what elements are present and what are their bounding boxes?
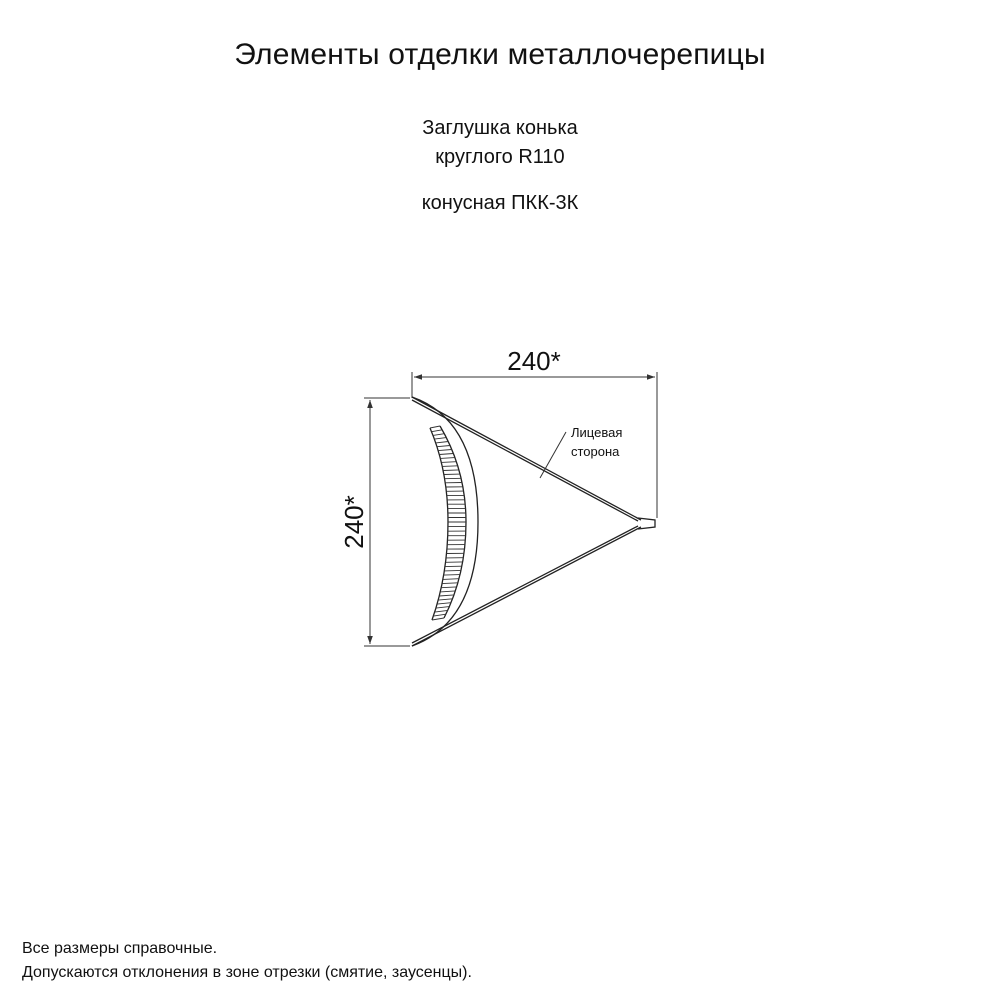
width-dimension-label: 240* [507,346,561,376]
hatch-line [440,458,455,459]
hatch-line [436,442,449,443]
leader-line [540,432,566,478]
page-title: Элементы отделки металлочерепицы [234,38,766,71]
hatch-line [442,466,458,467]
height-dimension [339,398,410,646]
hatch-line [432,618,444,620]
hatch-line [435,610,448,612]
hatch-line [441,462,456,463]
footer-note-tolerance: Допускаются отклонения в зоне отрезки (смятие, заусенцы). [22,964,472,981]
product-name-line1: Заглушка конька [422,117,578,139]
hatch-line [432,430,443,432]
hatch-line [441,587,456,588]
hatch-line [444,570,461,571]
hatch-line [439,454,453,455]
hatch-line [439,595,454,596]
product-name-line2: круглого R110 [435,146,565,168]
hatch-line [430,426,440,428]
hatch-line [437,603,451,604]
footer-note-dimensions: Все размеры справочные. [22,940,218,957]
hatch-line [438,450,452,451]
cap-lower-edge [412,527,641,646]
hatch-line [437,446,450,447]
hatch-line [444,575,460,576]
hatch-line [440,591,455,592]
hatch-line [442,583,458,584]
hatch-line [443,470,459,471]
face-side-leader [540,425,622,478]
product-type: конусная ПКК-3К [421,192,579,214]
face-side-label-line2: сторона [571,444,620,459]
hatch-line [436,607,450,609]
hatch-line [438,599,452,600]
height-dimension-label: 240* [339,495,369,549]
hatch-line [433,434,444,436]
face-side-label-line1: Лицевая [571,425,623,440]
hatch-line [443,579,459,580]
hatch-line [433,614,446,616]
hatch-line [434,438,446,440]
